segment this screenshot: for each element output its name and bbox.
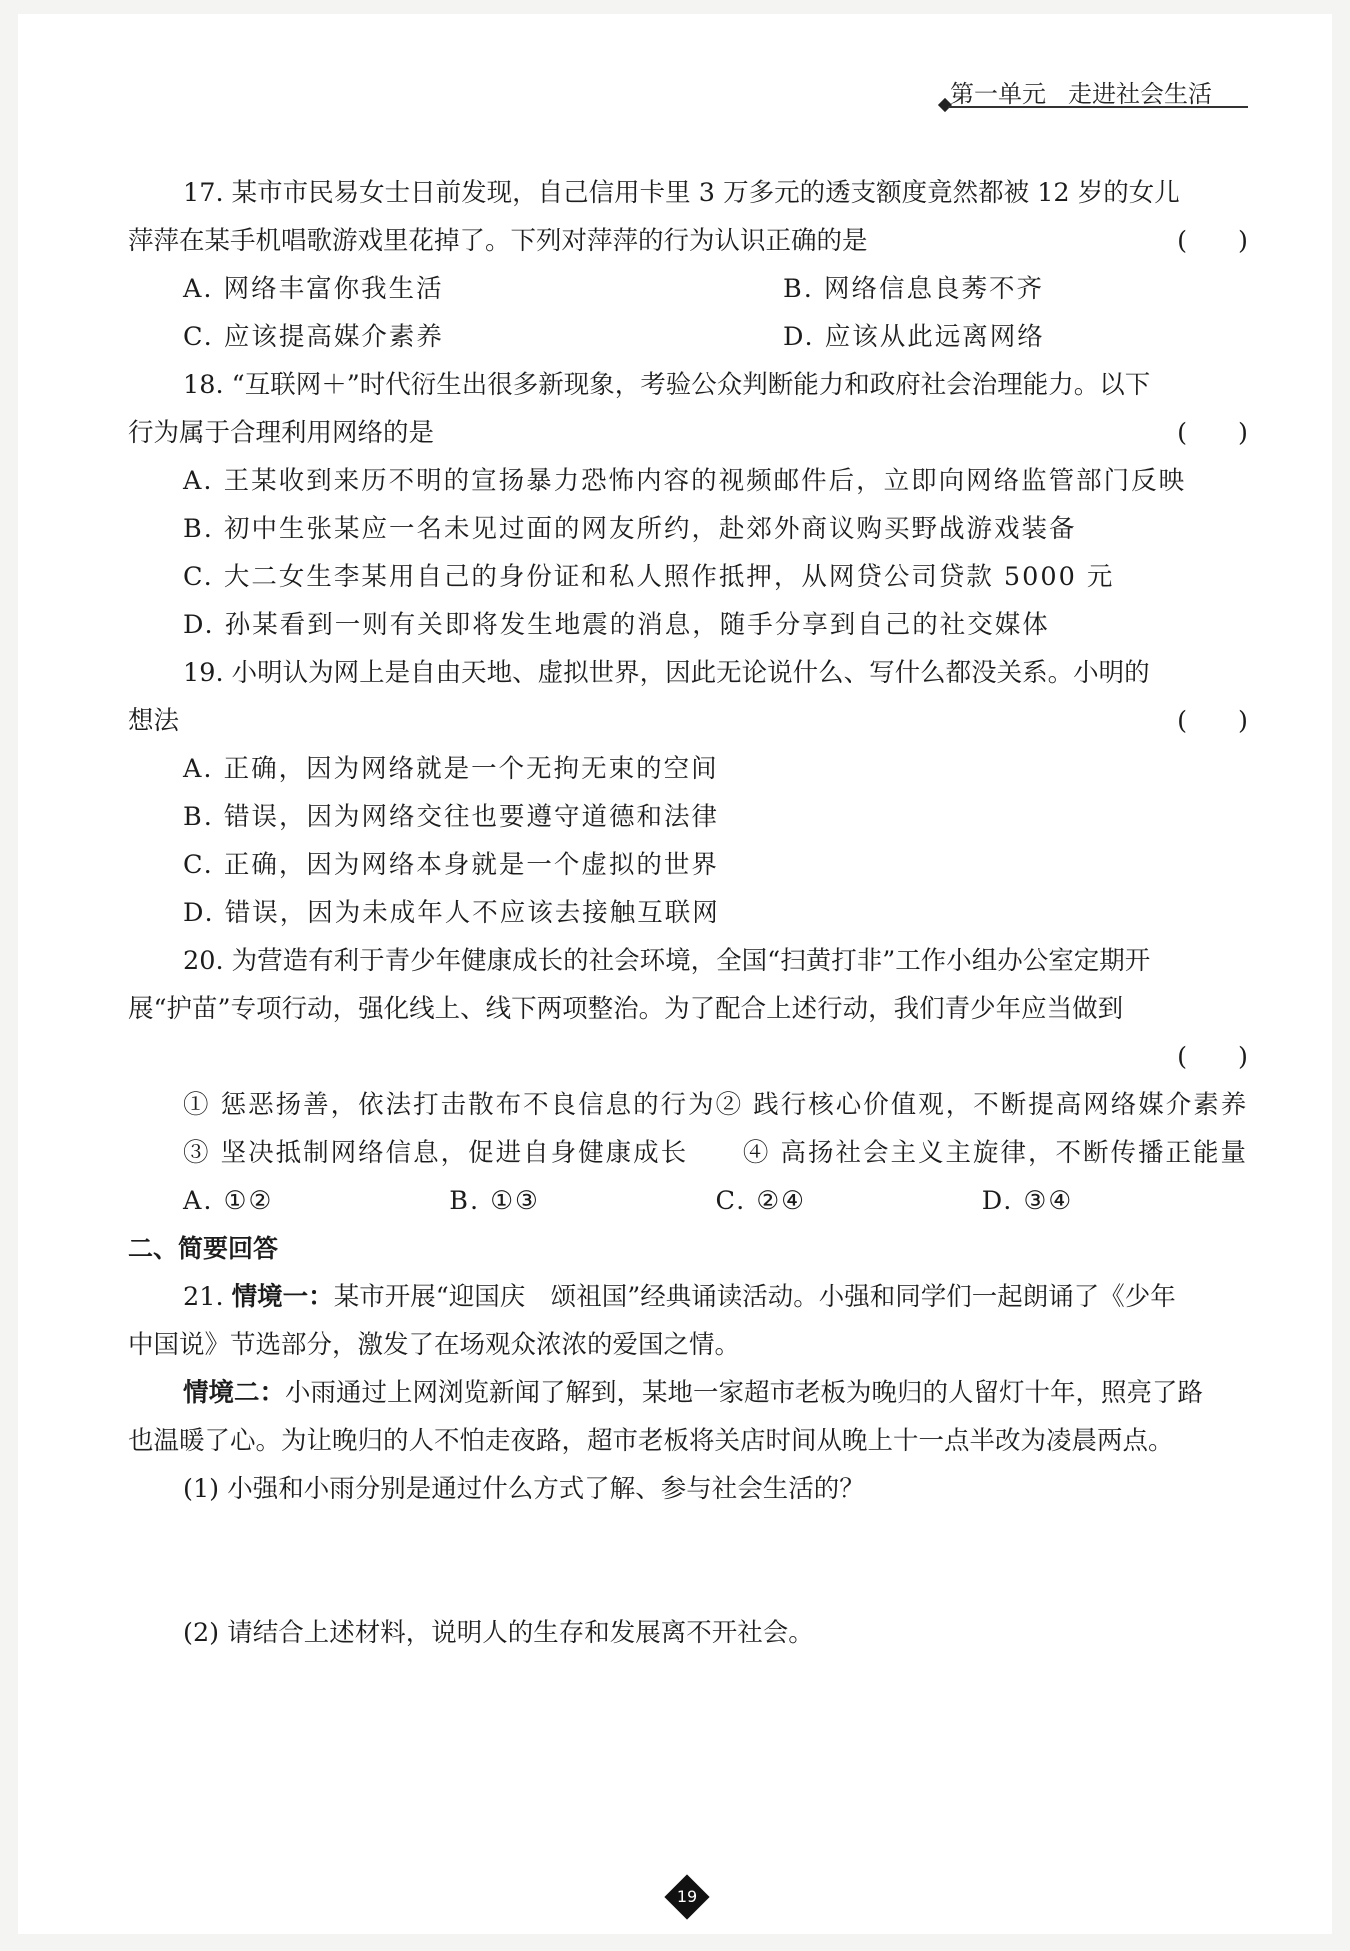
q20-options-row xyxy=(128,1177,1248,1225)
q19-option-d: D. 错误，因为未成年人不应该去接触互联网 xyxy=(183,898,720,928)
q17-option-a: A. 网络丰富你我生活 xyxy=(183,274,444,304)
q17-options-row2 xyxy=(128,313,1248,361)
q20-statement-2: ② 践行核心价值观，不断提高网络媒介素养 xyxy=(715,1090,1249,1120)
q20-option-b: B. ①③ xyxy=(449,1186,540,1216)
answer-space-1 xyxy=(128,1513,1248,1603)
q20-statements-row1 xyxy=(128,1081,1248,1129)
q19-stem-line2 xyxy=(128,697,1248,745)
q21-number: 21. xyxy=(183,1282,232,1312)
page-number-badge xyxy=(664,1874,710,1920)
q18-answer-bracket: ( ) xyxy=(1177,418,1248,448)
q20-stem-line2: 展“护苗”专项行动，强化线上、线下两项整治。为了配合上述行动，我们青少年应当做到 xyxy=(128,994,1124,1024)
q18-option-c: C. 大二女生李某用自己的身份证和私人照作抵押，从网贷公司贷款 5000 元 xyxy=(183,562,1115,592)
q20-statement-4: ④ 高扬社会主义主旋律，不断传播正能量 xyxy=(742,1138,1248,1168)
q21-scenario1-line1 xyxy=(128,1273,1248,1321)
page-content xyxy=(128,169,1248,1657)
q17-option-d: D. 应该从此远离网络 xyxy=(783,322,1045,352)
page-number: 19 xyxy=(676,1887,698,1906)
q18-stem-line1: 18. “互联网＋”时代衍生出很多新现象，考验公众判断能力和政府社会治理能力。以下 xyxy=(183,370,1151,400)
q19-stem-line1: 19. 小明认为网上是自由天地、虚拟世界，因此无论说什么、写什么都没关系。小明的 xyxy=(183,658,1150,688)
page xyxy=(18,14,1332,1934)
q17-answer-bracket: ( ) xyxy=(1177,226,1248,256)
q20-statement-3: ③ 坚决抵制网络信息，促进自身健康成长 xyxy=(183,1138,689,1168)
running-header xyxy=(950,74,1212,109)
q17-stem-text: 萍萍在某手机唱歌游戏里花掉了。下列对萍萍的行为认识正确的是 xyxy=(128,226,868,256)
q18-stem-text: 行为属于合理利用网络的是 xyxy=(128,418,435,448)
q21-scenario1-text: 某市开展“迎国庆 颂祖国”经典诵读活动。小强和同学们一起朗诵了《少年 xyxy=(333,1282,1176,1312)
q20-answer-bracket: ( ) xyxy=(1177,1042,1248,1072)
unit-title: 走进社会生活 xyxy=(1068,80,1212,108)
q21-scenario2-label: 情境二： xyxy=(183,1378,286,1408)
q21-scenario2-line2: 也温暖了心。为让晚归的人不怕走夜路，超市老板将关店时间从晚上十一点半改为凌晨两点。 xyxy=(128,1426,1174,1456)
section-heading: 二、简要回答 xyxy=(128,1234,279,1263)
q20-statements-row2 xyxy=(128,1129,1248,1177)
q18-option-a: A. 王某收到来历不明的宣扬暴力恐怖内容的视频邮件后，立即向网络监管部门反映 xyxy=(183,466,1187,496)
q21-scenario2-line1 xyxy=(128,1369,1248,1417)
q21-scenario2-text: 小雨通过上网浏览新闻了解到，某地一家超市老板为晚归的人留灯十年，照亮了路 xyxy=(285,1378,1204,1408)
q21-scenario1-label: 情境一： xyxy=(231,1282,334,1312)
q20-stem-line1: 20. 为营造有利于青少年健康成长的社会环境，全国“扫黄打非”工作小组办公室定期开 xyxy=(183,946,1151,976)
q18-stem-line2 xyxy=(128,409,1248,457)
q19-answer-bracket: ( ) xyxy=(1177,706,1248,736)
q20-statement-1: ① 惩恶扬善，依法打击散布不良信息的行为 xyxy=(183,1090,716,1120)
q19-option-a: A. 正确，因为网络就是一个无拘无束的空间 xyxy=(183,754,719,784)
q18-option-d: D. 孙某看到一则有关即将发生地震的消息，随手分享到自己的社交媒体 xyxy=(183,610,1050,640)
q21-subquestion-1: (1) 小强和小雨分别是通过什么方式了解、参与社会生活的？ xyxy=(183,1474,865,1504)
q21-subquestion-2: (2) 请结合上述材料，说明人的生存和发展离不开社会。 xyxy=(183,1618,814,1648)
q17-stem-line2 xyxy=(128,217,1248,265)
q20-option-c: C. ②④ xyxy=(715,1186,807,1216)
q17-stem-line1: 17. 某市市民易女士日前发现，自己信用卡里 3 万多元的透支额度竟然都被 12 岁的女儿 xyxy=(183,178,1180,208)
q17-options-row1 xyxy=(128,265,1248,313)
q20-bracket-line xyxy=(128,1033,1248,1081)
q21-scenario1-line2: 中国说》节选部分，激发了在场观众浓浓的爱国之情。 xyxy=(128,1330,741,1360)
q20-option-a: A. ①② xyxy=(183,1186,274,1216)
q17-option-b: B. 网络信息良莠不齐 xyxy=(783,274,1044,304)
q19-option-c: C. 正确，因为网络本身就是一个虚拟的世界 xyxy=(183,850,719,880)
unit-label: 第一单元 xyxy=(950,80,1046,108)
q20-option-d: D. ③④ xyxy=(981,1186,1074,1216)
q19-option-b: B. 错误，因为网络交往也要遵守道德和法律 xyxy=(183,802,719,832)
q17-option-c: C. 应该提高媒介素养 xyxy=(183,322,444,352)
q18-option-b: B. 初中生张某应一名未见过面的网友所约，赴郊外商议购买野战游戏装备 xyxy=(183,514,1077,544)
q19-stem-text: 想法 xyxy=(128,706,180,736)
